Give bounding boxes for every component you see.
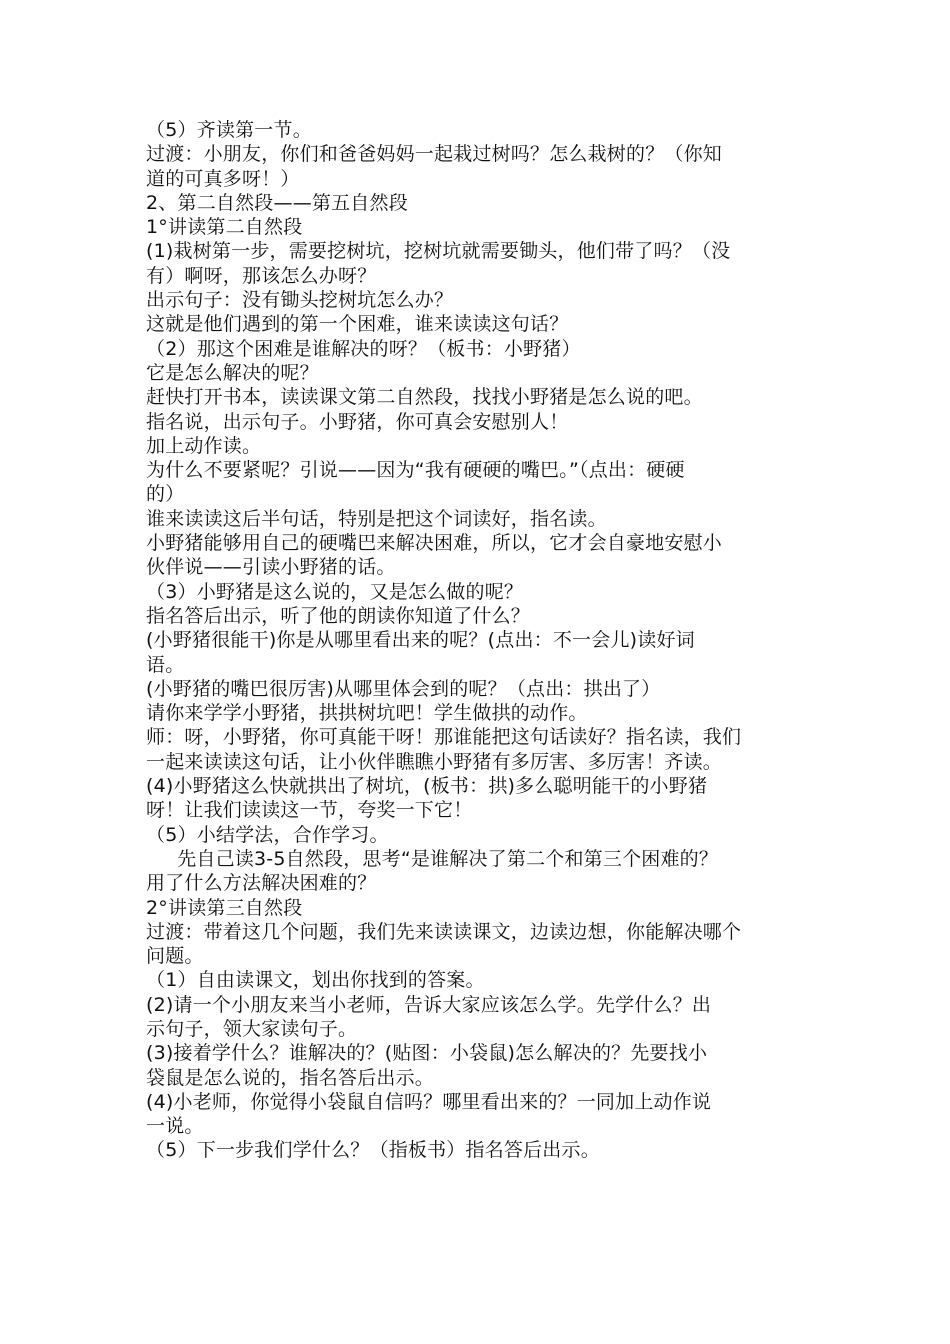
text-line: 一起来读读这句话，让小伙伴瞧瞧小野猪有多厉害、多厉害！齐读。: [146, 750, 723, 773]
text-line: 谁来读读这后半句话，特别是把这个词读好，指名读。: [146, 507, 607, 530]
text-line: 语。: [146, 653, 185, 676]
text-line: 请你来学学小野猪，拱拱树坑吧！学生做拱的动作。: [146, 702, 588, 725]
text-line: 加上动作读。: [146, 434, 262, 457]
text-line: 的）: [146, 483, 185, 506]
text-line: 指名答后出示，听了他的朗读你知道了什么？: [146, 604, 531, 627]
text-line: 出示句子：没有锄头挖树坑怎么办？: [146, 289, 454, 312]
text-line: 示句子，领大家读句子。: [146, 1017, 358, 1040]
text-line: 1°讲读第二自然段: [146, 216, 303, 239]
text-line: 袋鼠是怎么说的，指名答后出示。: [146, 1066, 435, 1089]
text-line: （5）齐读第一节。: [146, 119, 312, 141]
text-line: 这就是他们遇到的第一个困难，谁来读读这句话？: [146, 313, 569, 336]
text-line: 问题。: [146, 945, 204, 968]
text-line: 过渡：小朋友，你们和爸爸妈妈一起栽过树吗？怎么栽树的？（你知: [146, 143, 723, 166]
text-line: 2°讲读第三自然段: [146, 896, 303, 919]
text-line: 过渡：带着这几个问题，我们先来读读课文，边读边想，你能解决哪个: [146, 920, 742, 943]
text-line: （3）小野猪是这么说的，又是怎么做的呢？: [146, 580, 524, 603]
text-line: 有）啊呀，那该怎么办呀？: [146, 264, 377, 287]
text-line: 用了什么方法解决困难的？: [146, 872, 377, 895]
text-line: （2）那这个困难是谁解决的呀？（板书：小野猪）: [146, 337, 581, 360]
text-line: （5）下一步我们学什么？（指板书）指名答后出示。: [146, 1139, 600, 1162]
text-line: (小野猪的嘴巴很厉害)从哪里体会到的呢？（点出：拱出了）: [146, 677, 661, 700]
text-line: （1）自由读课文，划出你找到的答案。: [146, 969, 485, 992]
text-line: (1)栽树第一步，需要挖树坑，挖树坑就需要锄头，他们带了吗？（没: [146, 240, 731, 263]
text-line: 师：呀，小野猪，你可真能干呀！那谁能把这句话读好？指名读，我们: [146, 726, 742, 749]
text-line: (3)接着学什么？谁解决的？(贴图：小袋鼠)怎么解决的？先要找小: [146, 1042, 708, 1065]
text-line: 一说。: [146, 1115, 204, 1138]
text-line: 道的可真多呀！）: [146, 167, 300, 190]
text-line: （5）小结学法，合作学习。: [146, 823, 389, 846]
text-line: (小野猪很能干)你是从哪里看出来的呢？(点出：不一会儿)读好词: [146, 629, 695, 652]
text-line: (4)小老师，你觉得小袋鼠自信吗？哪里看出来的？一同加上动作说: [146, 1090, 712, 1113]
text-line: 伙伴说——引读小野猪的话。: [146, 556, 396, 579]
text-line: 指名说，出示句子。小野猪，你可真会安慰别人！: [146, 410, 569, 433]
text-line: 呀！让我们读读这一节，夸奖一下它！: [146, 799, 473, 822]
text-line: 2、第二自然段——第五自然段: [146, 191, 408, 214]
text-line: 先自己读3-5自然段，思考“是谁解决了第二个和第三个困难的？: [146, 847, 719, 870]
text-line: 它是怎么解决的呢？: [146, 361, 319, 384]
text-line: 为什么不要紧呢？引说——因为“我有硬硬的嘴巴。”（点出：硬硬: [146, 459, 685, 482]
text-line: (4)小野猪这么快就拱出了树坑，(板书：拱)多么聪明能干的小野猪: [146, 775, 708, 798]
document-body: [146, 118, 816, 1163]
text-line: (2)请一个小朋友来当小老师，告诉大家应该怎么学。先学什么？出: [146, 993, 712, 1016]
text-line: 小野猪能够用自己的硬嘴巴来解决困难，所以，它才会自豪地安慰小: [146, 532, 723, 555]
text-line: 赶快打开书本，读读课文第二自然段，找找小野猪是怎么说的吧。: [146, 386, 703, 409]
